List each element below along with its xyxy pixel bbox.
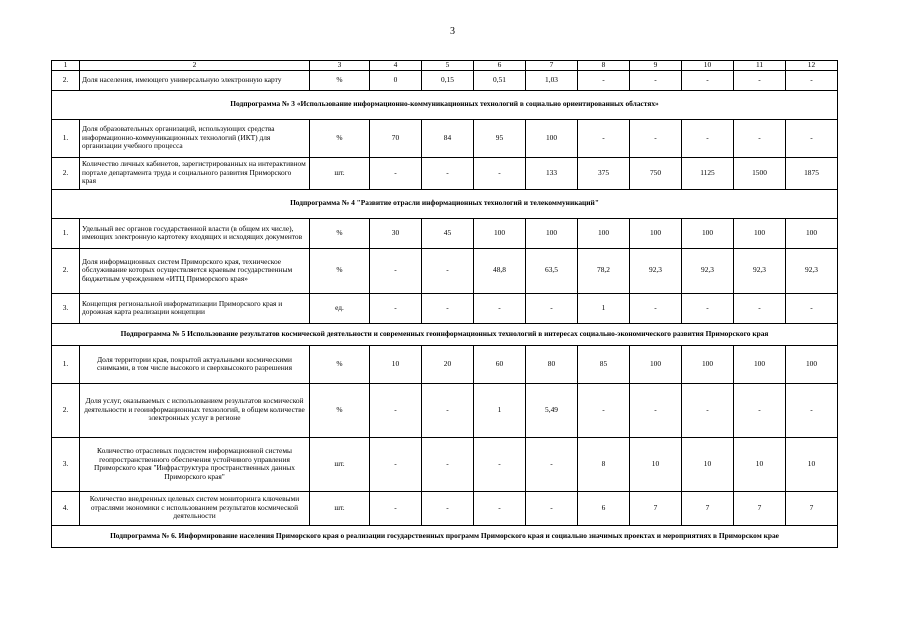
column-number: 9	[630, 61, 682, 71]
value-cell: -	[422, 437, 474, 491]
value-cell: 1500	[734, 157, 786, 189]
column-number: 10	[682, 61, 734, 71]
value-cell: -	[578, 70, 630, 90]
value-cell: -	[422, 248, 474, 293]
value-cell: 92,3	[786, 248, 838, 293]
row-number: 1.	[52, 218, 80, 248]
value-cell: 10	[734, 437, 786, 491]
unit-cell: %	[310, 383, 370, 437]
value-cell: -	[370, 383, 422, 437]
value-cell: 100	[786, 345, 838, 383]
row-number: 2.	[52, 70, 80, 90]
value-cell: 100	[630, 345, 682, 383]
value-cell: -	[370, 157, 422, 189]
row-number: 3.	[52, 293, 80, 323]
subprogram-title: Подпрограмма № 5 Использование результатов космической деятельности и современных геоинформационных технологий в интересах социально-экономического развития Приморского края	[52, 323, 838, 345]
value-cell: -	[526, 293, 578, 323]
column-number: 7	[526, 61, 578, 71]
subprogram-header-row	[52, 525, 838, 547]
value-cell: -	[734, 293, 786, 323]
indicators-table	[51, 60, 838, 548]
row-number: 2.	[52, 248, 80, 293]
unit-cell: %	[310, 70, 370, 90]
table-row	[52, 437, 838, 491]
table-row	[52, 383, 838, 437]
value-cell: 6	[578, 491, 630, 525]
row-number: 3.	[52, 437, 80, 491]
subprogram-title: Подпрограмма № 6. Информирование населения Приморского края о реализации государственных программ Приморского края и социально значимых проектах и мероприятиях в Приморском крае	[52, 525, 838, 547]
value-cell: 100	[578, 218, 630, 248]
subprogram-header-row	[52, 323, 838, 345]
value-cell: 100	[682, 345, 734, 383]
row-number: 2.	[52, 157, 80, 189]
value-cell: 100	[786, 218, 838, 248]
value-cell: -	[786, 119, 838, 157]
value-cell: 7	[630, 491, 682, 525]
value-cell: 10	[370, 345, 422, 383]
row-number: 2.	[52, 383, 80, 437]
value-cell: 100	[474, 218, 526, 248]
value-cell: 100	[682, 218, 734, 248]
value-cell: 7	[786, 491, 838, 525]
value-cell: 100	[734, 218, 786, 248]
value-cell: 48,8	[474, 248, 526, 293]
indicator-name: Количество личных кабинетов, зарегистрированных на интерактивном портале департамента труда и социального развития Приморского края	[80, 157, 310, 189]
value-cell: 85	[578, 345, 630, 383]
value-cell: 60	[474, 345, 526, 383]
value-cell: -	[630, 70, 682, 90]
value-cell: -	[526, 437, 578, 491]
value-cell: 45	[422, 218, 474, 248]
column-number: 11	[734, 61, 786, 71]
subprogram-header-row	[52, 90, 838, 119]
indicator-name: Количество внедренных целевых систем мониторинга ключевыми отраслями экономики с использованием результатов космической деятельности	[80, 491, 310, 525]
value-cell: -	[422, 383, 474, 437]
value-cell: -	[682, 383, 734, 437]
row-number: 4.	[52, 491, 80, 525]
value-cell: -	[786, 70, 838, 90]
row-number: 1.	[52, 345, 80, 383]
value-cell: 133	[526, 157, 578, 189]
value-cell: 8	[578, 437, 630, 491]
indicator-name: Доля территории края, покрытой актуальными космическими снимками, в том числе высокого и сверхвысокого разрешения	[80, 345, 310, 383]
value-cell: 100	[734, 345, 786, 383]
table-row	[52, 491, 838, 525]
value-cell: 100	[526, 119, 578, 157]
value-cell: -	[422, 293, 474, 323]
value-cell: -	[630, 293, 682, 323]
value-cell: -	[526, 491, 578, 525]
value-cell: -	[474, 437, 526, 491]
value-cell: 92,3	[630, 248, 682, 293]
value-cell: -	[474, 157, 526, 189]
indicator-name: Доля образовательных организаций, использующих средства информационно-коммуникационных технологий (ИКТ) для организации учебного процесса	[80, 119, 310, 157]
value-cell: 0,51	[474, 70, 526, 90]
table-row	[52, 70, 838, 90]
value-cell: 0,15	[422, 70, 474, 90]
value-cell: 70	[370, 119, 422, 157]
value-cell: 1	[474, 383, 526, 437]
indicator-name: Количество отраслевых подсистем информационной системы геопространственного обеспечения устойчивого управления Приморского края "Инфраструктура пространственных данных Приморского края"	[80, 437, 310, 491]
value-cell: -	[734, 70, 786, 90]
column-number: 1	[52, 61, 80, 71]
column-number-row	[52, 61, 838, 71]
value-cell: -	[578, 383, 630, 437]
value-cell: 1125	[682, 157, 734, 189]
value-cell: 92,3	[734, 248, 786, 293]
value-cell: -	[682, 119, 734, 157]
column-number: 12	[786, 61, 838, 71]
column-number: 8	[578, 61, 630, 71]
row-number: 1.	[52, 119, 80, 157]
value-cell: 78,2	[578, 248, 630, 293]
unit-cell: шт.	[310, 437, 370, 491]
column-number: 5	[422, 61, 474, 71]
unit-cell: шт.	[310, 491, 370, 525]
value-cell: -	[734, 119, 786, 157]
value-cell: 95	[474, 119, 526, 157]
page-number: 3	[450, 26, 455, 37]
value-cell: -	[370, 491, 422, 525]
value-cell: 10	[786, 437, 838, 491]
unit-cell: ед.	[310, 293, 370, 323]
value-cell: -	[370, 248, 422, 293]
indicator-name: Доля услуг, оказываемых с использованием результатов космической деятельности и геоинформационных технологий, в общем количестве электронных услуг в регионе	[80, 383, 310, 437]
value-cell: -	[422, 491, 474, 525]
table-row	[52, 293, 838, 323]
value-cell: -	[422, 157, 474, 189]
value-cell: -	[474, 293, 526, 323]
subprogram-title: Подпрограмма № 4 "Развитие отрасли информационных технологий и телекоммуникаций"	[52, 189, 838, 218]
value-cell: 20	[422, 345, 474, 383]
column-number: 6	[474, 61, 526, 71]
value-cell: 7	[734, 491, 786, 525]
table-row	[52, 119, 838, 157]
table-row	[52, 218, 838, 248]
value-cell: -	[474, 491, 526, 525]
subprogram-header-row	[52, 189, 838, 218]
column-number: 4	[370, 61, 422, 71]
value-cell: 0	[370, 70, 422, 90]
value-cell: 1	[578, 293, 630, 323]
column-number: 3	[310, 61, 370, 71]
unit-cell: %	[310, 345, 370, 383]
unit-cell: %	[310, 218, 370, 248]
value-cell: -	[682, 293, 734, 323]
unit-cell: шт.	[310, 157, 370, 189]
indicator-name: Удельный вес органов государственной власти (в общем их числе), имеющих электронную картотеку входящих и исходящих документов	[80, 218, 310, 248]
value-cell: 84	[422, 119, 474, 157]
value-cell: 10	[630, 437, 682, 491]
value-cell: -	[734, 383, 786, 437]
value-cell: 63,5	[526, 248, 578, 293]
table-row	[52, 345, 838, 383]
value-cell: 1875	[786, 157, 838, 189]
value-cell: 100	[630, 218, 682, 248]
value-cell: -	[630, 383, 682, 437]
value-cell: 1,03	[526, 70, 578, 90]
column-number: 2	[80, 61, 310, 71]
indicator-name: Доля информационных систем Приморского края, техническое обслуживание которых осуществляется краевым государственным бюджетным учреждением «ИТЦ Приморского края»	[80, 248, 310, 293]
value-cell: 92,3	[682, 248, 734, 293]
unit-cell: %	[310, 248, 370, 293]
value-cell: -	[630, 119, 682, 157]
value-cell: 100	[526, 218, 578, 248]
indicator-name: Доля населения, имеющего универсальную электронную карту	[80, 70, 310, 90]
value-cell: 7	[682, 491, 734, 525]
value-cell: -	[786, 383, 838, 437]
value-cell: -	[578, 119, 630, 157]
table-row	[52, 157, 838, 189]
value-cell: -	[370, 293, 422, 323]
subprogram-title: Подпрограмма № 3 «Использование информационно-коммуникационных технологий в социально ориентированных областях»	[52, 90, 838, 119]
value-cell: 80	[526, 345, 578, 383]
table-row	[52, 248, 838, 293]
value-cell: -	[682, 70, 734, 90]
value-cell: 5,49	[526, 383, 578, 437]
value-cell: 375	[578, 157, 630, 189]
value-cell: -	[370, 437, 422, 491]
value-cell: 10	[682, 437, 734, 491]
value-cell: 750	[630, 157, 682, 189]
unit-cell: %	[310, 119, 370, 157]
value-cell: -	[786, 293, 838, 323]
indicator-name: Концепция региональной информатизации Приморского края и дорожная карта реализации концепции	[80, 293, 310, 323]
value-cell: 30	[370, 218, 422, 248]
